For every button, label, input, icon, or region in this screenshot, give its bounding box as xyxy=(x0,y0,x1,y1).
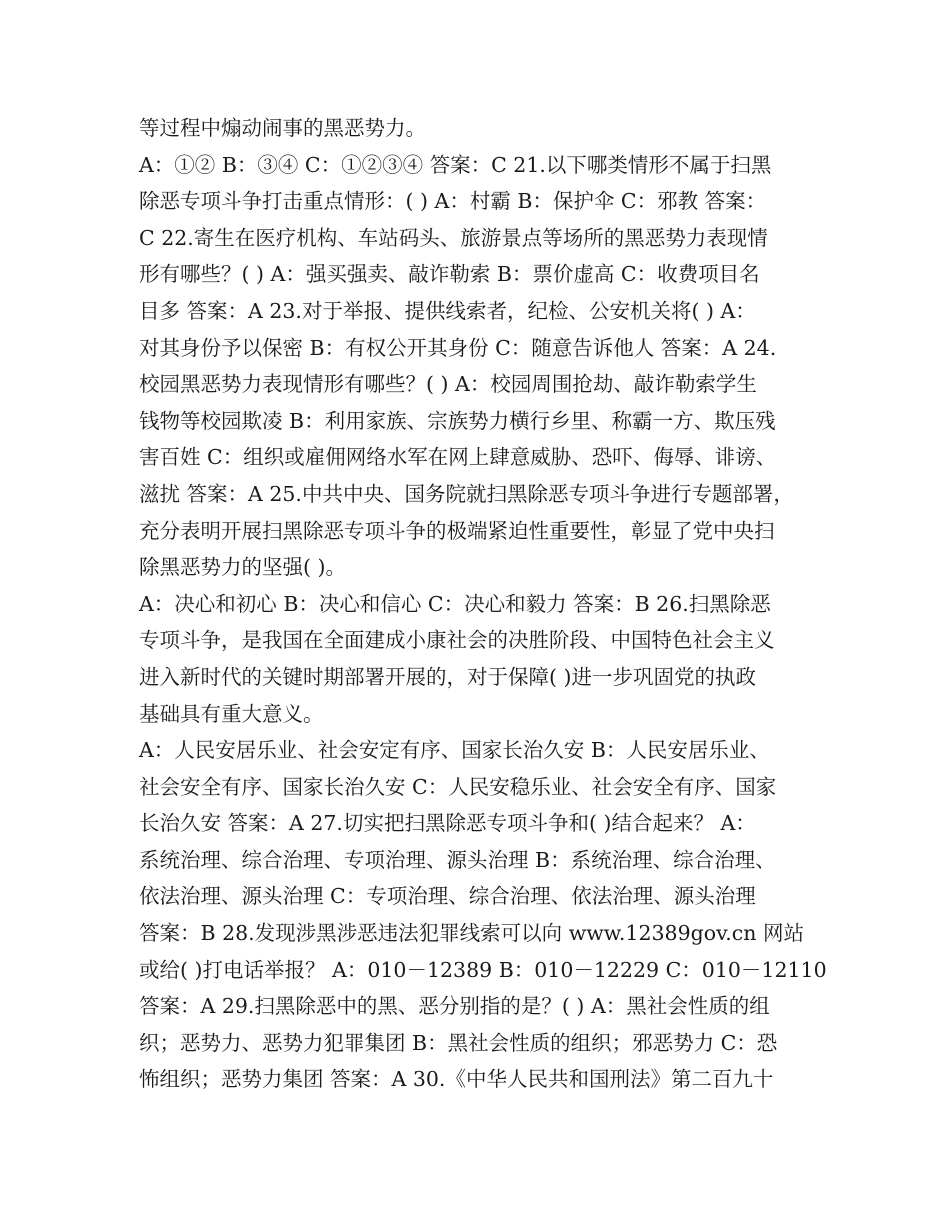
text-line: 织；恶势力、恶势力犯罪集团 B：黑社会性质的组织；邪恶势力 C：恐 xyxy=(139,1030,778,1055)
text-line: C 22.寄生在医疗机构、车站码头、旅游景点等场所的黑恶势力表现情 xyxy=(139,225,768,250)
text-line: 专项斗争，是我国在全面建成小康社会的决胜阶段、中国特色社会主义 xyxy=(139,628,775,653)
text-line: 对其身份予以保密 B：有权公开其身份 C：随意告诉他人 答案：A 24. xyxy=(139,335,777,360)
text-line: 进入新时代的关键时期部署开展的，对于保障( )进一步巩固党的执政 xyxy=(139,664,757,689)
text-line: 除黑恶势力的坚强( )。 xyxy=(139,555,347,580)
text-line: 答案：A 29.扫黑除恶中的黑、恶分别指的是？( ) A：黑社会性质的组 xyxy=(139,994,770,1019)
text-line: 基础具有重大意义。 xyxy=(139,701,324,726)
text-line: 答案：B 28.发现涉黑涉恶违法犯罪线索可以向 www.12389gov.cn 网站 xyxy=(139,921,804,946)
document-body-text xyxy=(139,110,827,1098)
text-line: 害百姓 C：组织或雇佣网络水军在网上肆意威胁、恐吓、侮辱、诽谤、 xyxy=(139,445,777,470)
text-line: 等过程中煽动闹事的黑恶势力。 xyxy=(139,116,426,140)
text-line: 钱物等校园欺凌 B：利用家族、宗族势力横行乡里、称霸一方、欺压残 xyxy=(139,408,776,433)
text-line: 长治久安 答案：A 27.切实把扫黑除恶专项斗争和( )结合起来？ A： xyxy=(139,811,756,836)
text-line: 或给( )打电话举报？ A：010－12389 B：010－12229 C：010－12110 xyxy=(139,957,827,982)
text-line: A：①② B：③④ C：①②③④ 答案：C 21.以下哪类情形不属于扫黑 xyxy=(139,152,772,177)
text-line: 充分表明开展扫黑除恶专项斗争的极端紧迫性重要性，彰显了党中央扫 xyxy=(139,518,775,543)
text-line: 除恶专项斗争打击重点情形：( ) A：村霸 B：保护伞 C：邪教 答案： xyxy=(139,189,767,214)
text-line: 目多 答案：A 23.对于举报、提供线索者，纪检、公安机关将( ) A： xyxy=(139,298,756,323)
text-line: 形有哪些？( ) A：强买强卖、敲诈勒索 B：票价虚高 C：收费项目名 xyxy=(139,262,760,287)
text-line: 系统治理、综合治理、专项治理、源头治理 B：系统治理、综合治理、 xyxy=(139,847,776,872)
text-line: 滋扰 答案：A 25.中共中央、国务院就扫黑除恶专项斗争进行专题部署， xyxy=(139,481,794,506)
text-line: A：决心和初心 B：决心和信心 C：决心和毅力 答案：B 26.扫黑除恶 xyxy=(139,591,771,616)
text-line: 依法治理、源头治理 C：专项治理、综合治理、依法治理、源头治理 xyxy=(139,884,756,909)
text-line: 社会安全有序、国家长治久安 C：人民安稳乐业、社会安全有序、国家 xyxy=(139,774,777,799)
text-line: A：人民安居乐业、社会安定有序、国家长治久安 B：人民安居乐业、 xyxy=(139,738,770,763)
text-line: 校园黑恶势力表现情形有哪些？( ) A：校园周围抢劫、敲诈勒索学生 xyxy=(139,372,757,397)
text-line: 怖组织；恶势力集团 答案：A 30.《中华人民共和国刑法》第二百九十 xyxy=(139,1067,774,1092)
